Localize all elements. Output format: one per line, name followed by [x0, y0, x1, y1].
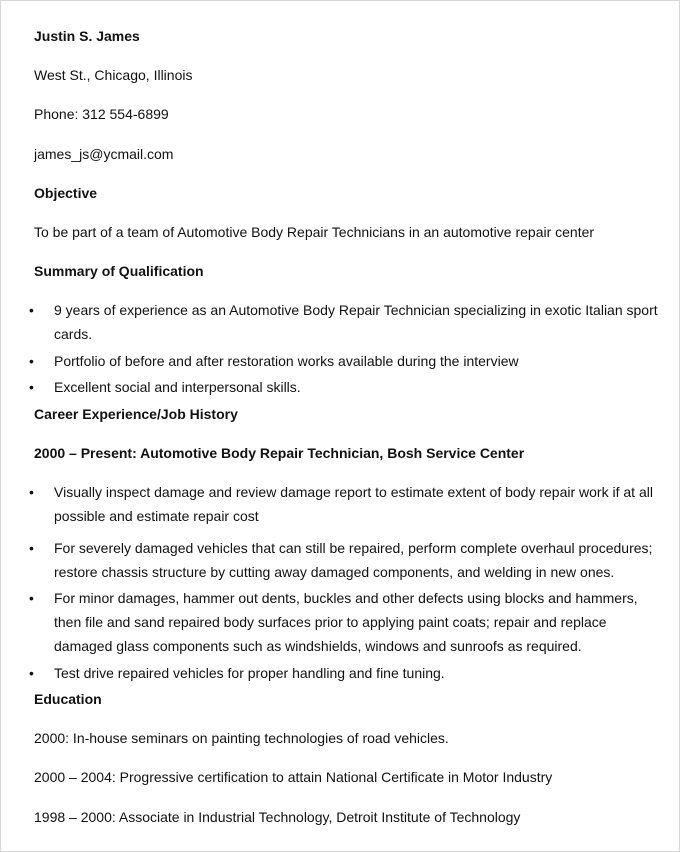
objective-heading: Objective	[34, 185, 98, 201]
bullet-icon: •	[29, 484, 34, 500]
applicant-address: West St., Chicago, Illinois	[34, 67, 193, 83]
bullet-icon: •	[29, 665, 34, 681]
bullet-icon: •	[29, 540, 34, 556]
bullet-icon: •	[29, 353, 34, 369]
career-item: For severely damaged vehicles that can still be repaired, perform complete overhaul procedures; restore chassis structure by cutting away damaged components, and welding in new ones.	[54, 540, 653, 580]
summary-item: Portfolio of before and after restoration works available during the interview	[54, 353, 519, 369]
education-item: 1998 – 2000: Associate in Industrial Technology, Detroit Institute of Technology	[34, 809, 521, 825]
education-item: 2000 – 2004: Progressive certification to attain National Certificate in Motor Industry	[34, 769, 553, 785]
education-heading: Education	[34, 691, 102, 707]
education-item: 2000: In-house seminars on painting technologies of road vehicles.	[34, 730, 449, 746]
summary-heading: Summary of Qualification	[34, 263, 204, 279]
career-item: Visually inspect damage and review damage report to estimate extent of body repair work if at all possible and estimate repair cost	[54, 484, 653, 524]
summary-item: 9 years of experience as an Automotive Body Repair Technician specializing in exotic Italian sport cards.	[54, 302, 658, 342]
objective-text: To be part of a team of Automotive Body Repair Technicians in an automotive repair center	[34, 224, 595, 240]
bullet-icon: •	[29, 302, 34, 318]
career-item: For minor damages, hammer out dents, buckles and other defects using blocks and hammers, then file and sand repaired body surfaces prior to applying paint coats; repair and replace damaged glass components such as windshields, windows and sunroofs as required.	[54, 590, 638, 654]
bullet-icon: •	[29, 590, 34, 606]
applicant-email: james_js@ycmail.com	[34, 146, 174, 162]
summary-item: Excellent social and interpersonal skills.	[54, 379, 301, 395]
job-title: 2000 – Present: Automotive Body Repair Technician, Bosh Service Center	[34, 445, 525, 461]
bullet-icon: •	[29, 379, 34, 395]
career-heading: Career Experience/Job History	[34, 406, 238, 422]
career-item: Test drive repaired vehicles for proper handling and fine tuning.	[54, 665, 445, 681]
applicant-phone: Phone: 312 554-6899	[34, 106, 169, 122]
applicant-name: Justin S. James	[34, 28, 140, 44]
